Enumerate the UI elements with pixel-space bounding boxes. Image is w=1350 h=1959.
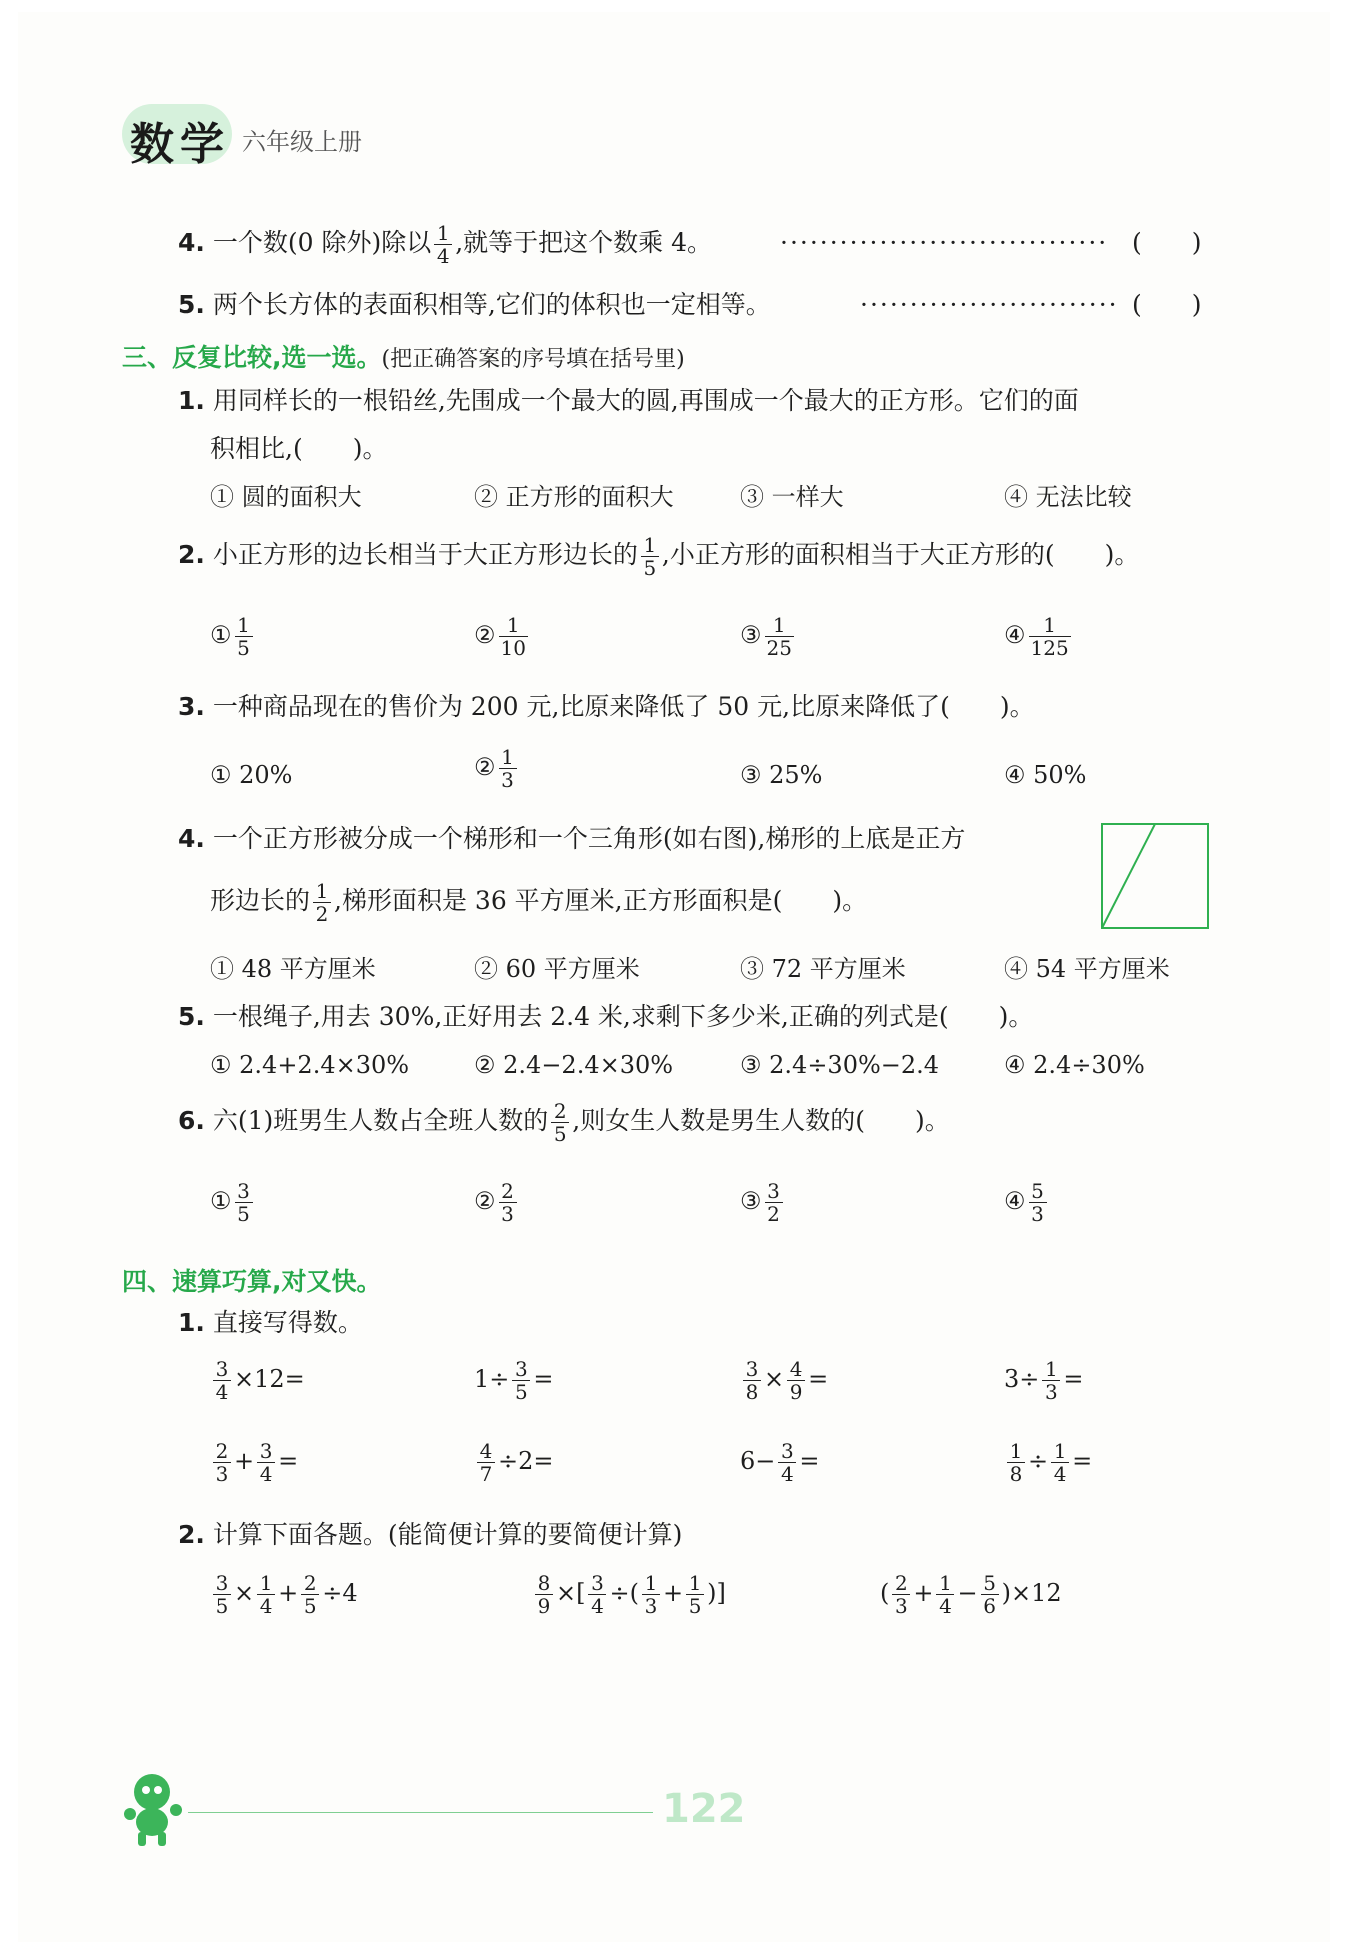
- option-6a[interactable]: ① $\frac{3}{5}$: [210, 1180, 256, 1225]
- fraction: $\frac{1}{2}$: [313, 880, 331, 925]
- option-6c[interactable]: ③ $\frac{3}{2}$: [740, 1180, 786, 1225]
- option-2a[interactable]: ① $\frac{1}{5}$: [210, 614, 256, 659]
- question-6: 6. 六(1)班男生人数占全班人数的 $\frac{2}{5}$ ,则女生人数是男生人数的( )。: [178, 1099, 950, 1146]
- oral-calc-h[interactable]: $\frac{1}{8}$ ÷ $\frac{1}{4}$ =: [1004, 1440, 1092, 1485]
- oral-calc-f[interactable]: $\frac{4}{7}$ ÷2=: [474, 1440, 554, 1485]
- square-outline: [1102, 824, 1208, 928]
- mascot-icon: [118, 1770, 188, 1850]
- grade-label: 六年级上册: [242, 128, 362, 156]
- answer-paren[interactable]: ( ): [1132, 228, 1202, 257]
- question-3: 3. 一种商品现在的售价为 200 元,比原来降低了 50 元,比原来降低了( )。: [178, 692, 1035, 721]
- question-1: 1. 用同样长的一根铅丝,先围成一个最大的圆,再围成一个最大的正方形。它们的面: [178, 386, 1079, 415]
- option-4a[interactable]: ① 48 平方厘米: [210, 955, 376, 983]
- question-4: 4. 一个正方形被分成一个梯形和一个三角形(如右图),梯形的上底是正方: [178, 824, 966, 853]
- oral-calc-a[interactable]: $\frac{3}{4}$ ×12=: [210, 1358, 305, 1403]
- fraction: $\frac{2}{5}$: [551, 1100, 569, 1145]
- option-5b[interactable]: ② 2.4−2.4×30%: [474, 1051, 674, 1079]
- calc-problem-b[interactable]: $\frac{8}{9}$ ×[ $\frac{3}{4}$ ÷( $\frac{1}{3}$ + $\frac{1}{5}$ )]: [532, 1572, 726, 1617]
- option-5d[interactable]: ④ 2.4÷30%: [1004, 1051, 1145, 1079]
- option-3d[interactable]: ④ 50%: [1004, 761, 1087, 789]
- calc-problem-c[interactable]: ( $\frac{2}{3}$ + $\frac{1}{4}$ − $\frac{5}{6}$ )×12: [880, 1571, 1062, 1618]
- subject-title: 数学: [130, 119, 230, 170]
- judge-item-4: 4. 一个数(0 除外)除以 $\frac{1}{4}$ ,就等于把这个数乘 4。: [178, 221, 713, 268]
- oral-calc-e[interactable]: $\frac{2}{3}$ + $\frac{3}{4}$ =: [210, 1440, 298, 1485]
- fraction: $\frac{1}{4}$: [434, 222, 452, 267]
- option-4b[interactable]: ② 60 平方厘米: [474, 955, 640, 983]
- page-number: 122: [662, 1786, 746, 1832]
- answer-paren[interactable]: ( ): [1132, 290, 1202, 319]
- footer-rule: [188, 1812, 653, 1813]
- question-2: 2. 小正方形的边长相当于大正方形边长的 $\frac{1}{5}$ ,小正方形的面积相当于大正方形的( )。: [178, 533, 1140, 580]
- judge-item-5: 5. 两个长方体的表面积相等,它们的体积也一定相等。: [178, 290, 771, 319]
- option-2c[interactable]: ③ $\frac{1}{25}$: [740, 613, 792, 660]
- option-5a[interactable]: ① 2.4+2.4×30%: [210, 1051, 410, 1079]
- option-5c[interactable]: ③ 2.4÷30%−2.4: [740, 1051, 940, 1079]
- option-1a[interactable]: ① 圆的面积大: [210, 483, 362, 511]
- option-3a[interactable]: ① 20%: [210, 761, 293, 789]
- dot-leader: ··························: [860, 290, 1119, 319]
- option-6b[interactable]: ② $\frac{2}{3}$: [474, 1180, 520, 1225]
- part-2-title: 2. 计算下面各题。(能简便计算的要简便计算): [178, 1520, 683, 1549]
- oral-calc-g[interactable]: 6− $\frac{3}{4}$ =: [740, 1439, 820, 1486]
- option-3b[interactable]: ② $\frac{1}{3}$: [474, 746, 520, 791]
- oral-calc-c[interactable]: $\frac{3}{8}$ × $\frac{4}{9}$ =: [740, 1358, 828, 1403]
- part-1-title: 1. 直接写得数。: [178, 1308, 363, 1337]
- question-5: 5. 一根绳子,用去 30%,正好用去 2.4 米,求剩下多少米,正确的列式是( )。: [178, 1002, 1034, 1031]
- option-2b[interactable]: ② $\frac{1}{10}$: [474, 613, 526, 660]
- option-4c[interactable]: ③ 72 平方厘米: [740, 955, 906, 983]
- dot-leader: ·································: [780, 228, 1109, 257]
- option-6d[interactable]: ④ $\frac{5}{3}$: [1004, 1180, 1050, 1225]
- question-1-line2: 积相比,( )。: [210, 434, 388, 463]
- oral-calc-b[interactable]: 1÷ $\frac{3}{5}$ =: [474, 1357, 554, 1404]
- option-1c[interactable]: ③ 一样大: [740, 483, 844, 511]
- option-3c[interactable]: ③ 25%: [740, 761, 823, 789]
- oral-calc-d[interactable]: 3÷ $\frac{1}{3}$ =: [1004, 1357, 1084, 1404]
- section-3-title: 三、反复比较,选一选。(把正确答案的序号填在括号里): [122, 343, 685, 372]
- question-4-line2: 形边长的 $\frac{1}{2}$ ,梯形面积是 36 平方厘米,正方形面积是( )。: [210, 879, 868, 926]
- dividing-line: [1102, 824, 1155, 928]
- option-4d[interactable]: ④ 54 平方厘米: [1004, 955, 1170, 983]
- square-trapezoid-figure: [1100, 822, 1212, 932]
- fraction: $\frac{1}{5}$: [641, 534, 659, 579]
- option-2d[interactable]: ④ $\frac{1}{125}$: [1004, 613, 1069, 660]
- section-4-title: 四、速算巧算,对又快。: [122, 1267, 382, 1296]
- calc-problem-a[interactable]: $\frac{3}{5}$ × $\frac{1}{4}$ + $\frac{2}{5}$ ÷4: [210, 1572, 358, 1617]
- option-1d[interactable]: ④ 无法比较: [1004, 483, 1132, 511]
- option-1b[interactable]: ② 正方形的面积大: [474, 483, 674, 511]
